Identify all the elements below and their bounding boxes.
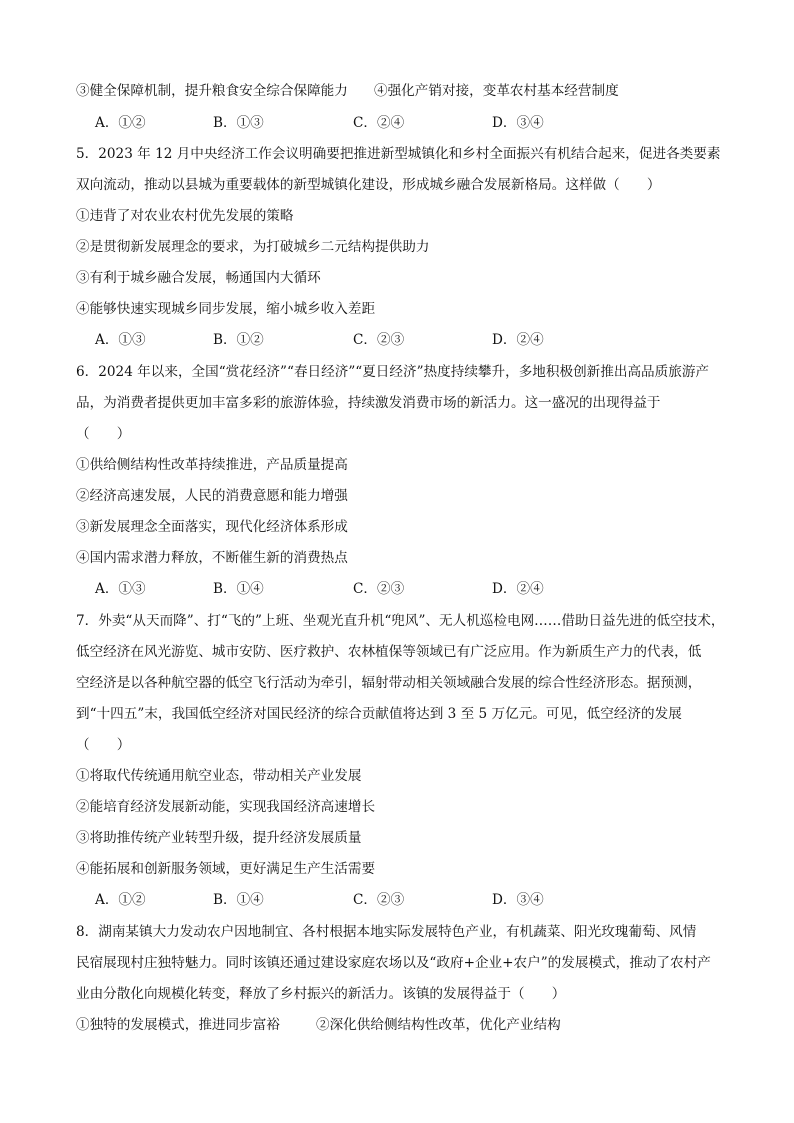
- q8-statement-2: ②深化供给侧结构性改革，优化产业结构: [316, 1017, 561, 1033]
- q4-statement-row: [76, 81, 726, 101]
- q6-options: [95, 579, 715, 599]
- q7-options: [95, 890, 715, 910]
- q6-stem-line-1: 6．2024 年以来，全国“赏花经济”“春日经济”“夏日经济”热度持续攀升，多地积极创新推出高品质旅游产: [76, 364, 710, 380]
- q6-option-c: C．②③: [353, 581, 405, 597]
- q6-stem-line-2: 品，为消费者提供更加丰富多彩的旅游体验，持续激发消费市场的新活力。这一盛况的出现得益于: [76, 395, 661, 411]
- q6-statement-3: ③新发展理念全面落实，现代化经济体系形成: [76, 519, 348, 535]
- q7-statement-4: ④能拓展和创新服务领域，更好满足生产生活需要: [76, 861, 376, 877]
- q4-options: [95, 113, 715, 133]
- q7-option-b: B．①④: [213, 892, 264, 908]
- q7-option-d: D．③④: [492, 892, 544, 908]
- q7-statement-1: ①将取代传统通用航空业态，带动相关产业发展: [76, 768, 362, 784]
- q7-stem-line-3: 空经济是以各种航空器的低空飞行活动为牵引，辐射带动相关领域融合发展的综合性经济形态。据预测，: [76, 675, 702, 691]
- q5-statement-3: ③有利于城乡融合发展，畅通国内大循环: [76, 270, 321, 286]
- q7-stem-line-2: 低空经济在风光游览、城市安防、医疗救护、农林植保等领域已有广泛应用。作为新质生产力的代表，低: [76, 644, 702, 660]
- q6-stem-line-3: （ ）: [76, 426, 131, 442]
- q5-statement-2: ②是贯彻新发展理念的要求，为打破城乡二元结构提供助力: [76, 239, 430, 255]
- q6-statement-2: ②经济高速发展，人民的消费意愿和能力增强: [76, 488, 348, 504]
- q6-statement-4: ④国内需求潜力释放，不断催生新的消费热点: [76, 550, 348, 566]
- q4-statement-3: ③健全保障机制，提升粮食安全综合保障能力: [76, 83, 348, 99]
- q5-stem-line-1: 5．2023 年 12 月中央经济工作会议明确要把推进新型城镇化和乡村全面振兴有机结合起来，促进各类要素: [76, 146, 721, 162]
- q8-stem-line-3: 业由分散化向规模化转变，释放了乡村振兴的新活力。该镇的发展得益于（ ）: [76, 986, 566, 1002]
- q8-stem-line-1: 8．湖南某镇大力发动农户因地制宜、各村根据本地实际发展特色产业，有机蔬菜、阳光玫瑰葡萄、风情: [76, 924, 697, 940]
- q8-statement-row: [76, 1015, 726, 1035]
- q5-statement-4: ④能够快速实现城乡同步发展，缩小城乡收入差距: [76, 301, 376, 317]
- q5-options: [95, 330, 715, 350]
- q4-statement-4: ④强化产销对接，变革农村基本经营制度: [374, 83, 619, 99]
- q7-statement-3: ③将助推传统产业转型升级，提升经济发展质量: [76, 830, 362, 846]
- q7-statement-2: ②能培育经济发展新动能，实现我国经济高速增长: [76, 799, 376, 815]
- q4-option-a: A．①②: [95, 115, 146, 131]
- q6-option-a: A．①③: [95, 581, 146, 597]
- q4-option-c: C．②④: [353, 115, 405, 131]
- q6-option-b: B．①④: [213, 581, 264, 597]
- q4-option-d: D．③④: [492, 115, 544, 131]
- q8-stem-line-2: 民宿展现村庄独特魅力。同时该镇还通过建设家庭农场以及“政府+企业+农户”的发展模式，推动了农村产: [76, 955, 711, 971]
- q5-option-c: C．②③: [353, 332, 405, 348]
- q5-option-b: B．①②: [213, 332, 264, 348]
- q5-option-d: D．②④: [492, 332, 544, 348]
- q7-option-c: C．②③: [353, 892, 405, 908]
- q6-statement-1: ①供给侧结构性改革持续推进，产品质量提高: [76, 457, 348, 473]
- q4-option-b: B．①③: [213, 115, 264, 131]
- q6-option-d: D．②④: [492, 581, 544, 597]
- q5-statement-1: ①违背了对农业农村优先发展的策略: [76, 208, 294, 224]
- q7-stem-line-4: 到“十四五”末，我国低空经济对国民经济的综合贡献值将达到 3 至 5 万亿元。可见，低空经济的发展: [76, 706, 682, 722]
- q5-stem-line-2: 双向流动，推动以县城为重要载体的新型城镇化建设，形成城乡融合发展新格局。这样做（ ）: [76, 177, 661, 193]
- q7-stem-line-5: （ ）: [76, 737, 131, 753]
- q5-option-a: A．①③: [95, 332, 146, 348]
- q7-option-a: A．①②: [95, 892, 146, 908]
- q7-stem-line-1: 7．外卖“从天而降”、打“飞的”上班、坐观光直升机“兜风”、无人机巡检电网……借助日益先进的低空技术，: [76, 613, 725, 629]
- q8-statement-1: ①独特的发展模式，推进同步富裕: [76, 1017, 280, 1033]
